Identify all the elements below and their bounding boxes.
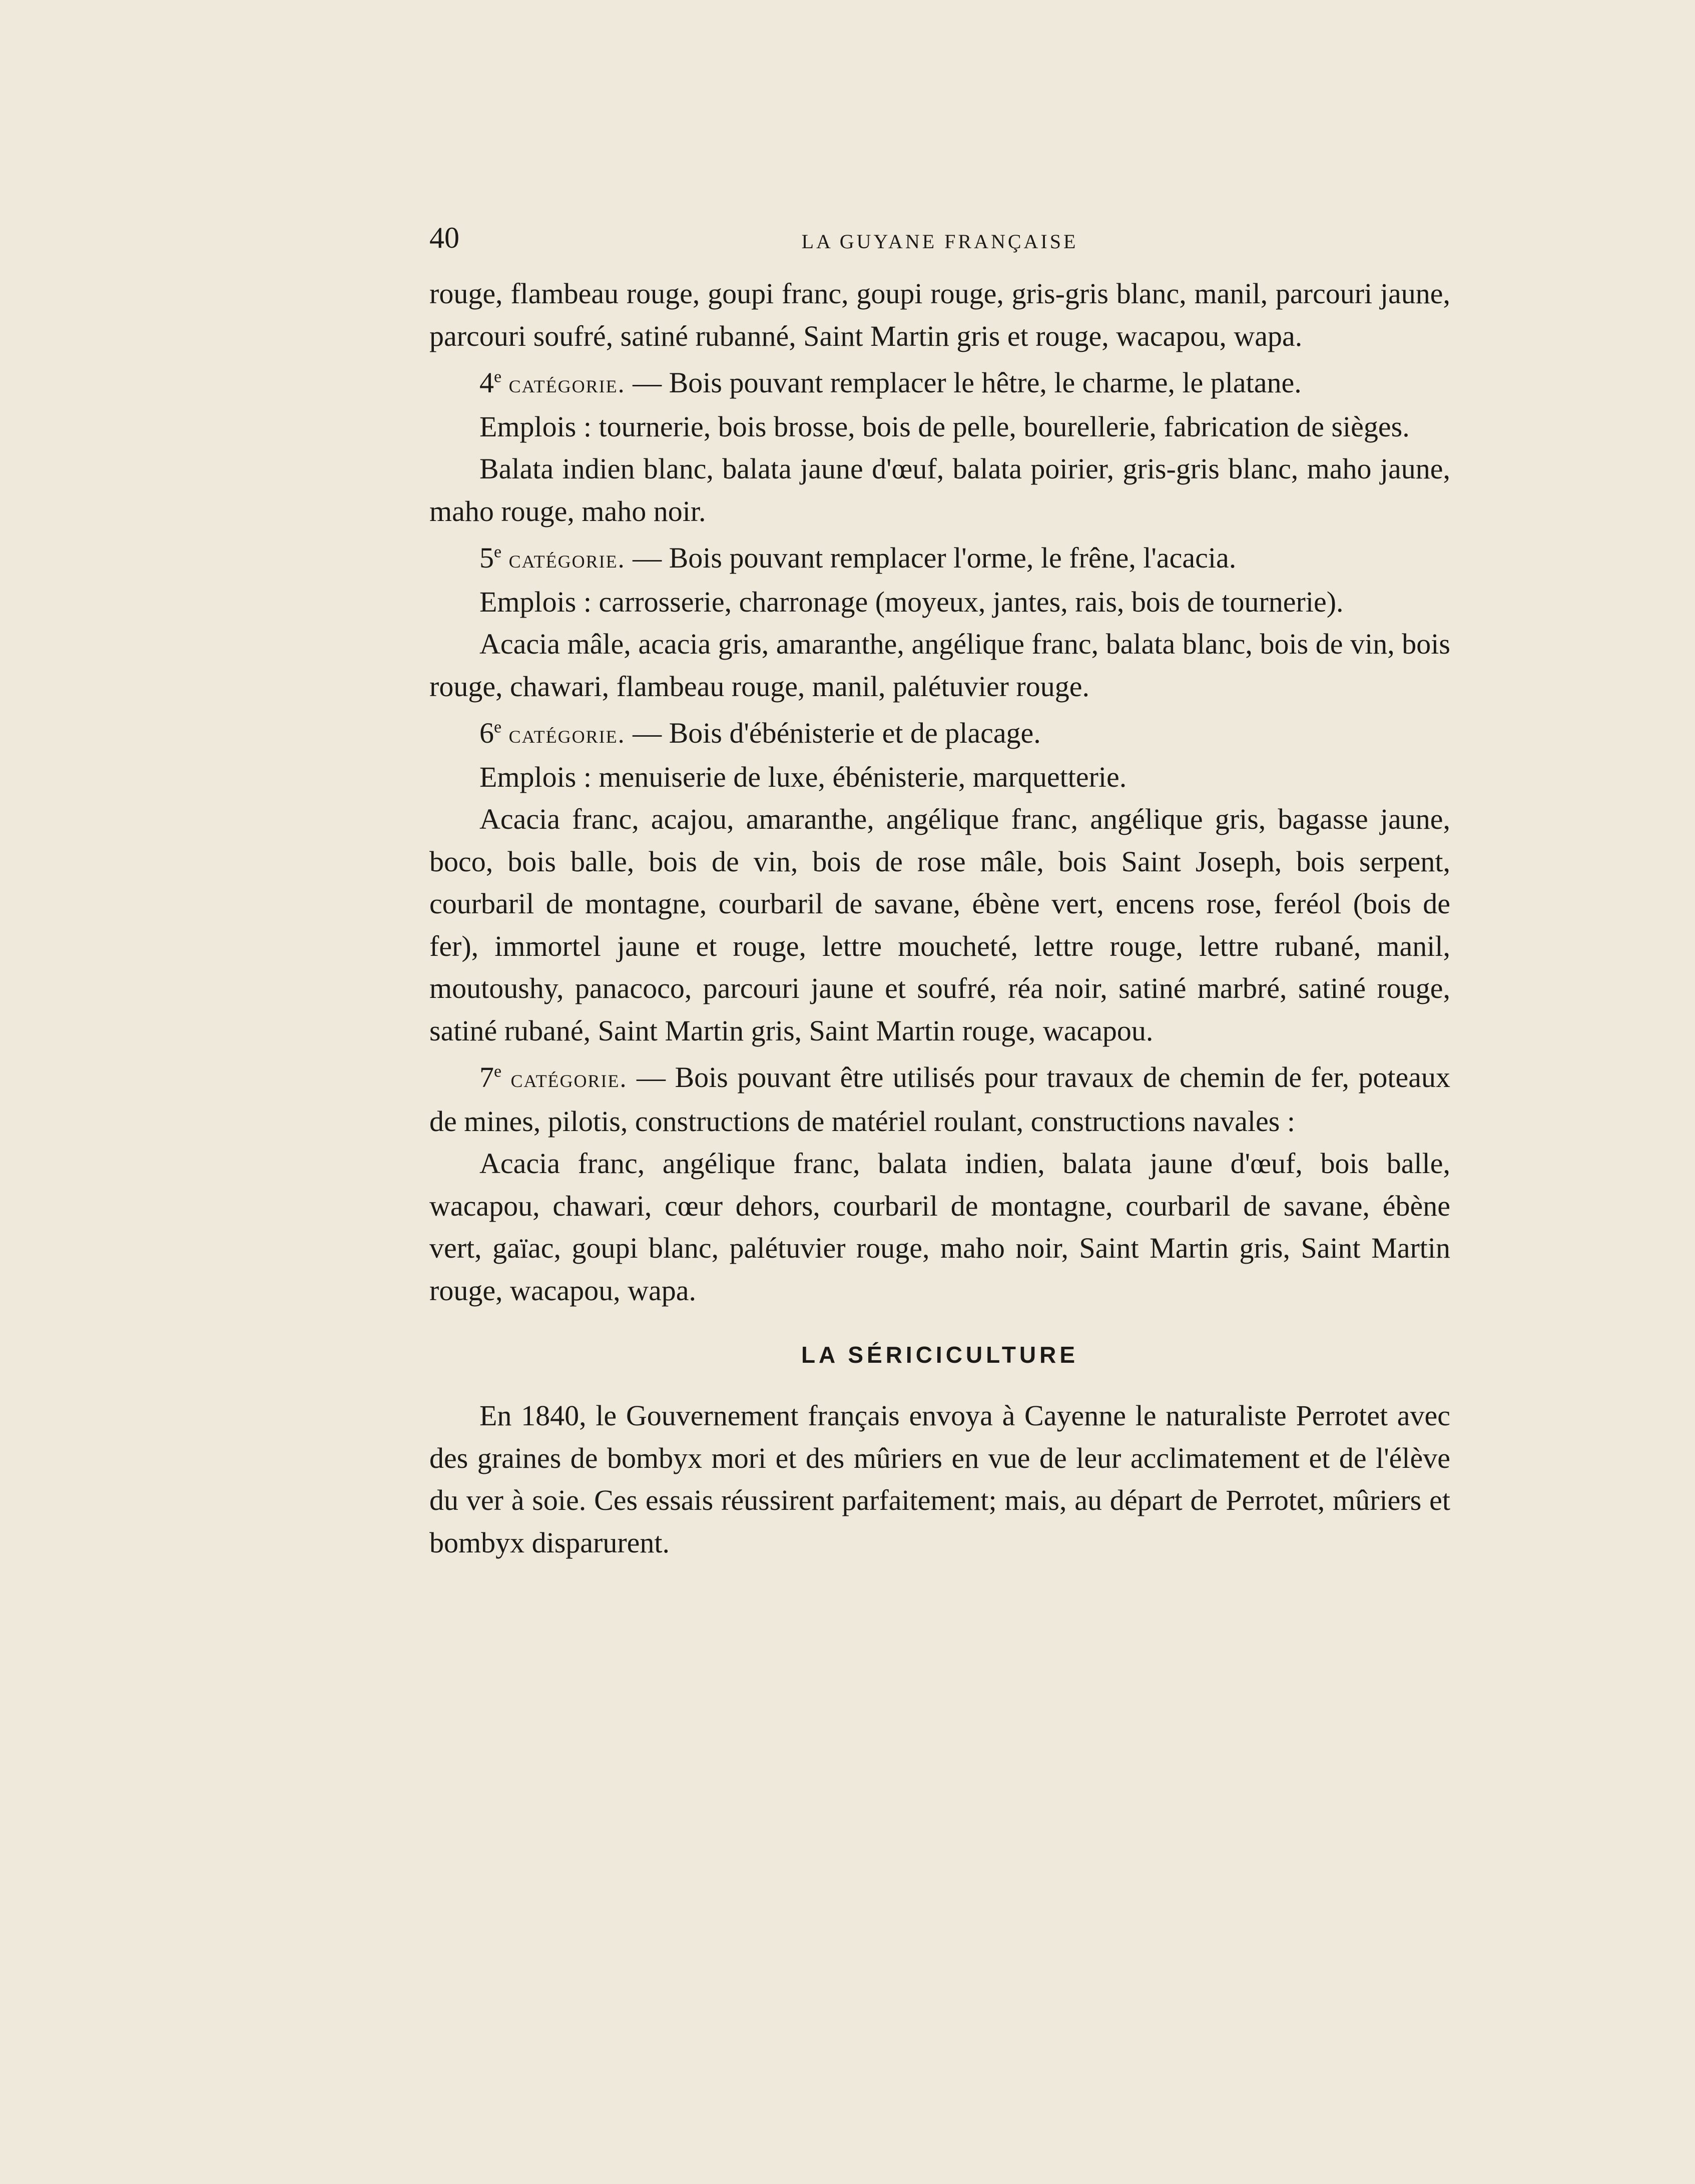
category-5-number: 5 <box>479 541 494 574</box>
running-title: LA GUYANE FRANÇAISE <box>801 230 1078 253</box>
category-4-heading <box>429 362 1450 406</box>
page-header <box>429 215 1450 260</box>
category-6-uses: Emplois : menuiserie de luxe, ébénisterie, marquetterie. <box>479 760 1127 793</box>
category-6-label: catégorie. <box>508 720 626 749</box>
category-5-text: — Bois pouvant remplacer l'orme, le frêne, l'acacia. <box>625 541 1237 574</box>
category-6-number: 6 <box>479 717 494 749</box>
category-5-species: Acacia mâle, acacia gris, amaranthe, angélique franc, balata blanc, bois de vin, bois rouge, chawari, flambeau rouge, manil, palétuvier rouge. <box>429 628 1450 703</box>
category-5-label: catégorie. <box>508 545 626 574</box>
page-number: 40 <box>429 221 459 254</box>
category-5-uses: Emplois : carrosserie, charronage (moyeux, jantes, rais, bois de tournerie). <box>479 585 1344 618</box>
category-5-superscript: e <box>494 542 502 562</box>
paragraph-continuation: rouge, flambeau rouge, goupi franc, goupi rouge, gris-gris blanc, manil, parcouri jaune, parcouri soufré, satiné rubanné, Saint Martin gris et rouge, wacapou, wapa. <box>429 277 1450 352</box>
category-4-number: 4 <box>479 366 494 399</box>
category-6-superscript: e <box>494 718 502 737</box>
body-text <box>429 273 1450 1564</box>
category-7-number: 7 <box>479 1061 494 1094</box>
category-6-text: — Bois d'ébénisterie et de placage. <box>625 717 1041 749</box>
category-4-superscript: e <box>494 367 502 386</box>
category-5-heading <box>429 537 1450 581</box>
category-4-label: catégorie. <box>508 370 626 398</box>
category-4-text: — Bois pouvant remplacer le hêtre, le charme, le platane. <box>625 366 1302 399</box>
category-4-species: Balata indien blanc, balata jaune d'œuf, balata poirier, gris-gris blanc, maho jaune, maho rouge, maho noir. <box>429 452 1450 527</box>
category-7-superscript: e <box>494 1062 502 1081</box>
category-7-heading <box>429 1056 1450 1143</box>
section-title: LA SÉRICICULTURE <box>801 1342 1079 1368</box>
category-7-text: — Bois pouvant être utilisés pour travaux de chemin de fer, poteaux de mines, pilotis, constructions de matériel roulant, constructions navales : <box>429 1061 1450 1138</box>
category-6-species: Acacia franc, acajou, amaranthe, angélique franc, angélique gris, bagasse jaune, boco, bois balle, bois de vin, bois de rose mâle, bois Saint Joseph, bois serpent, courbaril de montagne, courbaril de savane, ébène vert, encens rose, feréol (bois de fer), immortel jaune et rouge, lettre moucheté, lettre rouge, lettre rubané, manil, moutoushy, panacoco, parcouri jaune et soufré, réa noir, satiné marbré, satiné rouge, satiné rubané, Saint Martin gris, Saint Martin rouge, wacapou. <box>429 803 1450 1047</box>
sericiculture-paragraph: En 1840, le Gouvernement français envoya à Cayenne le naturaliste Perrotet avec des graines de bombyx mori et des mûriers en vue de leur acclimatement et de l'élève du ver à soie. Ces essais réussirent parfaitement; mais, au départ de Perrotet, mûriers et bombyx disparurent. <box>429 1399 1450 1559</box>
category-4-uses: Emplois : tournerie, bois brosse, bois de pelle, bourellerie, fabrication de sièges. <box>479 410 1410 443</box>
category-6-heading <box>429 712 1450 756</box>
category-7-label: catégorie. <box>510 1064 628 1093</box>
category-7-species: Acacia franc, angélique franc, balata indien, balata jaune d'œuf, bois balle, wacapou, chawari, cœur dehors, courbaril de montagne, courbaril de savane, ébène vert, gaïac, goupi blanc, palétuvier rouge, maho noir, Saint Martin gris, Saint Martin rouge, wacapou, wapa. <box>429 1147 1450 1307</box>
